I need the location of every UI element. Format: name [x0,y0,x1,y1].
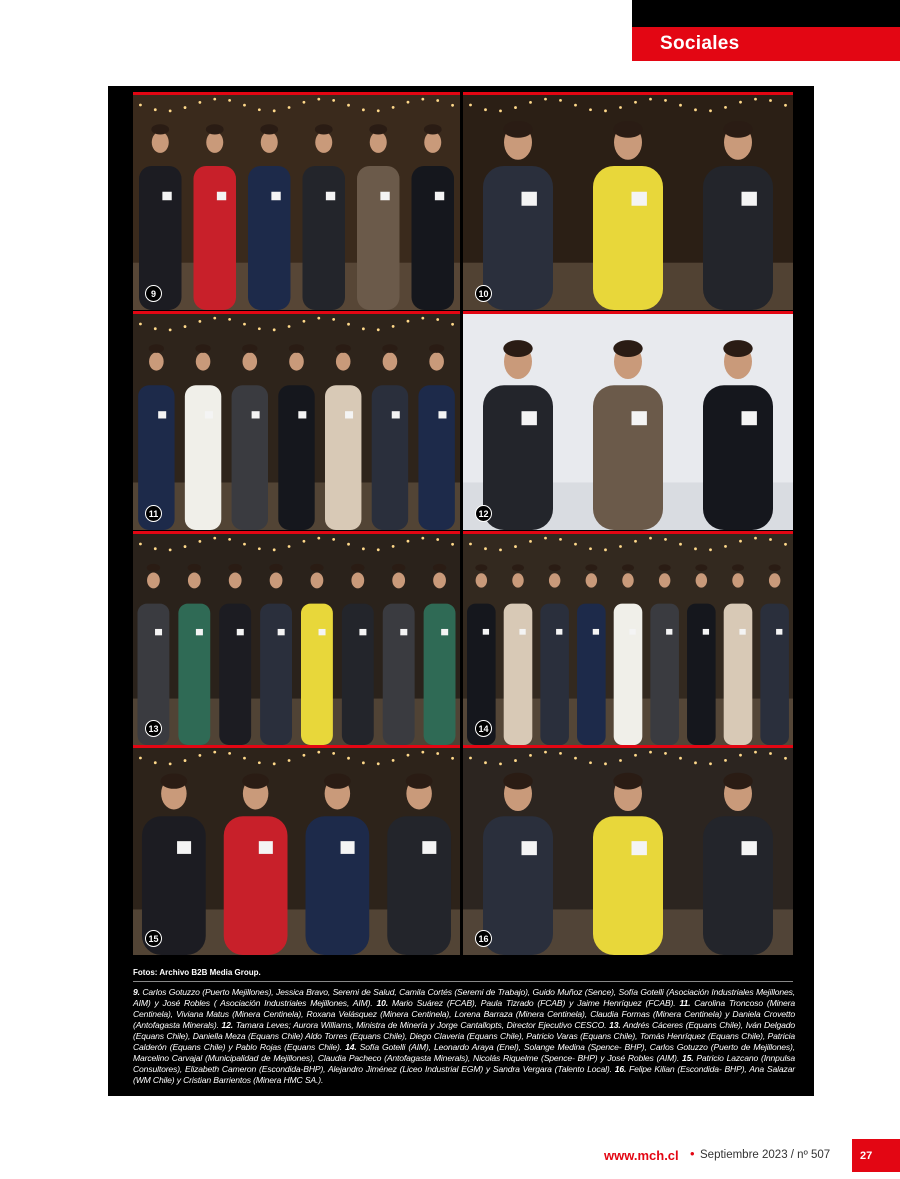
string-light [332,99,335,102]
caption-block [133,987,795,1086]
string-light [169,548,172,551]
string-light [634,540,637,543]
string-light [679,543,682,546]
string-light [303,540,306,543]
string-light [258,327,261,330]
string-light [784,104,787,107]
photo-number-badge: 14 [475,720,492,737]
string-light [484,761,487,764]
string-light [377,328,380,331]
string-light [664,752,667,755]
string-light [739,754,742,757]
string-light [664,538,667,541]
string-light [228,318,231,321]
string-light [347,323,350,326]
string-light [243,104,246,107]
string-light [544,751,547,754]
string-light [154,327,157,330]
string-light [392,759,395,762]
section-tab [632,0,900,61]
string-light [724,545,727,548]
string-light [589,761,592,764]
string-light [303,320,306,323]
photo-floor [133,263,460,310]
string-light [362,327,365,330]
string-light [436,752,439,755]
string-light [529,540,532,543]
string-light [484,108,487,111]
string-light [664,99,667,102]
caption-10: 10. Mario Suárez (FCAB), Paula Tizrado (FCAB) y Jaime Henríquez (FCAB). [376,998,680,1008]
string-light [243,543,246,546]
event-photo-10 [463,92,793,310]
string-light [288,759,291,762]
caption-14: 14. Sofía Gotelli (AIM), Leonardo Araya (Enel), Solange Medina (Spence- BHP), Carlos Gotuzzo (Puerto de Mejillones), Marcelino Carvajal (Municipalidad de Mejillones), Claudia Pacheco (Antofagasta Minerals), Nicolás Riquelme (Spence- BHP) y José Robles (AIM). [133,1042,795,1063]
string-light [392,106,395,109]
page-number: 27 [852,1139,900,1172]
string-light [347,543,350,546]
string-light [784,543,787,546]
string-light [559,99,562,102]
string-light [739,540,742,543]
string-light [436,99,439,102]
string-light [288,325,291,328]
string-light [469,757,472,760]
caption-9: 9. Carlos Gotuzzo (Puerto Mejillones), Jessica Bravo, Seremi de Salud, Camila Cortés (Seremi de Trabajo), Guido Muñoz (Sence), Sofía Gotelli (Asociación Industriales Mejillones, AIM) y José Robles ( Asociación Industriales Mejillones, AIM). [133,987,795,1008]
string-light [589,108,592,111]
string-light [451,104,454,107]
string-light [407,540,410,543]
string-light [184,325,187,328]
string-light [649,751,652,754]
caption-11: 11. Carolina Troncoso (Minera Centinela), Viviana Matus (Minera Centinela), Roxana Velásquez (Minera Centinela), Lorena Barraza (Minera Centinela), Claudia Formas (Minera Centinela) y Daniela Crovetto (Antofagasta Minerals). [133,998,795,1030]
string-light [709,548,712,551]
string-light [139,104,142,107]
string-light [332,538,335,541]
string-light [436,538,439,541]
string-light [184,106,187,109]
string-light [213,751,216,754]
photo-number-badge: 13 [145,720,162,737]
string-light [514,106,517,109]
string-light [139,757,142,760]
string-light [377,762,380,765]
string-light [469,543,472,546]
string-light [169,109,172,112]
photo-number-badge: 9 [145,285,162,302]
string-light [694,108,697,111]
string-light [392,325,395,328]
string-light [604,548,607,551]
string-light [484,547,487,550]
string-light [184,759,187,762]
string-light [724,759,727,762]
string-light [754,751,757,754]
section-title: Sociales [632,27,900,61]
string-light [154,108,157,111]
string-light [288,106,291,109]
caption-13: 13. Andrés Cáceres (Equans Chile), Iván Delgado (Equans Chile), Daniella Meza (Equans Chile) Aldo Torres (Equans Chile), Diego Claveria (Equans Chile), Patricio Varas (Equans Chile), Tomás Henríquez (Equans Chile), Patricia Calderón (Equans Chile) y Pablo Rojas (Equans Chile). [133,1020,796,1052]
string-light [243,323,246,326]
string-light [436,318,439,321]
string-light [499,548,502,551]
photo-number-badge: 10 [475,285,492,302]
string-light [694,761,697,764]
event-photo-16 [463,745,793,955]
string-light [243,757,246,760]
string-light [198,754,201,757]
string-light [362,761,365,764]
string-light [769,538,772,541]
string-light [679,757,682,760]
event-photo-13 [133,531,460,745]
string-light [499,109,502,112]
string-light [649,98,652,101]
string-light [228,99,231,102]
string-light [258,761,261,764]
event-photo-15 [133,745,460,955]
caption-12: 12. Tamara Leves; Aurora Williams, Ministra de Minería y Jorge Cantallopts, Director Ejecutivo CESCO. [221,1020,610,1030]
string-light [273,548,276,551]
string-light [544,537,547,540]
string-light [228,538,231,541]
string-light [634,101,637,104]
string-light [754,537,757,540]
string-light [228,752,231,755]
event-photo-14 [463,531,793,745]
string-light [213,98,216,101]
string-light [724,106,727,109]
string-light [317,98,320,101]
string-light [604,109,607,112]
string-light [574,757,577,760]
string-light [198,320,201,323]
string-light [407,101,410,104]
string-light [332,752,335,755]
string-light [317,751,320,754]
photo-number-badge: 11 [145,505,162,522]
string-light [288,545,291,548]
string-light [574,543,577,546]
string-light [303,101,306,104]
string-light [258,547,261,550]
string-light [154,761,157,764]
photo-credit: Fotos: Archivo B2B Media Group. [133,968,261,977]
string-light [709,109,712,112]
string-light [347,757,350,760]
string-light [377,548,380,551]
string-light [619,545,622,548]
photo-number-badge: 12 [475,505,492,522]
string-light [273,109,276,112]
string-light [213,317,216,320]
string-light [709,762,712,765]
string-light [184,545,187,548]
string-light [451,543,454,546]
string-light [604,762,607,765]
string-light [784,757,787,760]
string-light [499,762,502,765]
event-photo-9 [133,92,460,310]
string-light [154,547,157,550]
string-light [694,547,697,550]
footer-issue: Septiembre 2023 / nº 507 [700,1149,831,1161]
caption-16: 16. Felipe Kilian (Escondida- BHP), Ana Salazar (WM Chile) y Cristian Barrientos (Minera HMC SA.). [133,1064,795,1085]
string-light [139,323,142,326]
string-light [679,104,682,107]
string-light [407,320,410,323]
string-light [634,754,637,757]
caption-15: 15. Patricio Lazcano (Innpulsa Consultores), Elizabeth Cameron (Escondida-BHP), Alejandro Jiménez (Liceo Industrial EGM) y Sandra Vergara (Talento Local). [133,1053,795,1074]
string-light [589,547,592,550]
string-light [514,759,517,762]
string-light [529,101,532,104]
string-light [332,318,335,321]
string-light [317,317,320,320]
credit-divider [133,981,793,982]
string-light [451,323,454,326]
string-light [451,757,454,760]
string-light [169,328,172,331]
string-light [754,98,757,101]
string-light [421,317,424,320]
string-light [421,98,424,101]
string-light [273,762,276,765]
string-light [769,99,772,102]
string-light [739,101,742,104]
string-light [559,752,562,755]
string-light [559,538,562,541]
string-light [213,537,216,540]
string-light [362,547,365,550]
string-light [544,98,547,101]
string-light [377,109,380,112]
string-light [303,754,306,757]
string-light [574,104,577,107]
string-light [769,752,772,755]
string-light [407,754,410,757]
string-light [421,537,424,540]
photo-number-badge: 15 [145,930,162,947]
footer-url[interactable]: www.mch.cl [604,1148,679,1163]
string-light [529,754,532,757]
string-light [198,540,201,543]
event-photo-12 [463,311,793,530]
string-light [619,106,622,109]
string-light [514,545,517,548]
string-light [169,762,172,765]
string-light [139,543,142,546]
string-light [362,108,365,111]
string-light [619,759,622,762]
footer-separator: • [690,1146,695,1161]
string-light [469,104,472,107]
string-light [317,537,320,540]
event-photo-11 [133,311,460,530]
string-light [392,545,395,548]
string-light [347,104,350,107]
string-light [258,108,261,111]
string-light [198,101,201,104]
string-light [273,328,276,331]
photo-number-badge: 16 [475,930,492,947]
string-light [421,751,424,754]
string-light [649,537,652,540]
